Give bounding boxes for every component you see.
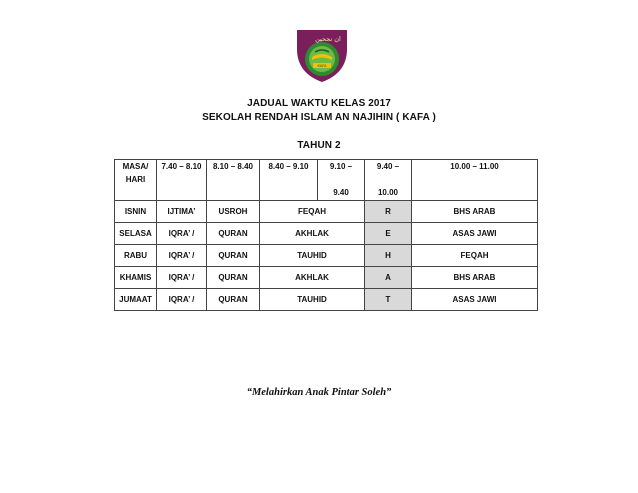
- rest-cell: A: [365, 267, 412, 289]
- logo-ribbon-text: KAFA: [317, 64, 327, 68]
- subject-cell: TAUHID: [260, 245, 365, 267]
- day-cell: JUMAAT: [115, 289, 157, 311]
- subject-cell: IQRA’ /: [157, 289, 207, 311]
- subject-cell: BHS ARAB: [412, 201, 538, 223]
- subject-cell: QURAN: [207, 245, 260, 267]
- subject-cell: AKHLAK: [260, 223, 365, 245]
- subject-cell: TAUHID: [260, 289, 365, 311]
- subject-cell: QURAN: [207, 223, 260, 245]
- timetable: [114, 159, 538, 311]
- subject-cell: FEQAH: [260, 201, 365, 223]
- day-header: MASA/ HARI: [115, 160, 157, 201]
- timetable-title: JADUAL WAKTU KELAS 2017: [247, 98, 391, 109]
- subject-cell: ASAS JAWI: [412, 289, 538, 311]
- slot-header: 8.40 – 9.10: [260, 160, 318, 201]
- subject-cell: QURAN: [207, 289, 260, 311]
- day-cell: ISNIN: [115, 201, 157, 223]
- rest-cell: E: [365, 223, 412, 245]
- subject-cell: IQRA’ /: [157, 223, 207, 245]
- rest-cell: T: [365, 289, 412, 311]
- class-name: TAHUN 2: [297, 140, 341, 151]
- school-logo: [296, 29, 348, 83]
- subject-cell: AKHLAK: [260, 267, 365, 289]
- table-row: [115, 223, 538, 245]
- logo-arabic-text: ان نجحين: [315, 35, 341, 43]
- subject-cell: USROH: [207, 201, 260, 223]
- day-cell: KHAMIS: [115, 267, 157, 289]
- table-row: [115, 201, 538, 223]
- rest-cell: H: [365, 245, 412, 267]
- school-motto: “Melahirkan Anak Pintar Soleh”: [246, 387, 392, 398]
- table-row: [115, 245, 538, 267]
- school-name: SEKOLAH RENDAH ISLAM AN NAJIHIN ( KAFA ): [202, 112, 436, 123]
- subject-cell: IQRA’ /: [157, 267, 207, 289]
- subject-cell: FEQAH: [412, 245, 538, 267]
- day-cell: SELASA: [115, 223, 157, 245]
- slot-header: 9.10 – 9.40: [318, 160, 365, 201]
- table-row: [115, 289, 538, 311]
- slot-header: 9.40 – 10.00: [365, 160, 412, 201]
- header-row: [115, 160, 538, 201]
- day-cell: RABU: [115, 245, 157, 267]
- slot-header: 8.10 – 8.40: [207, 160, 260, 201]
- subject-cell: QURAN: [207, 267, 260, 289]
- subject-cell: ASAS JAWI: [412, 223, 538, 245]
- slot-header: 7.40 – 8.10: [157, 160, 207, 201]
- subject-cell: IQRA’ /: [157, 245, 207, 267]
- table-row: [115, 267, 538, 289]
- rest-cell: R: [365, 201, 412, 223]
- subject-cell: IJTIMA’: [157, 201, 207, 223]
- subject-cell: BHS ARAB: [412, 267, 538, 289]
- slot-header: 10.00 – 11.00: [412, 160, 538, 201]
